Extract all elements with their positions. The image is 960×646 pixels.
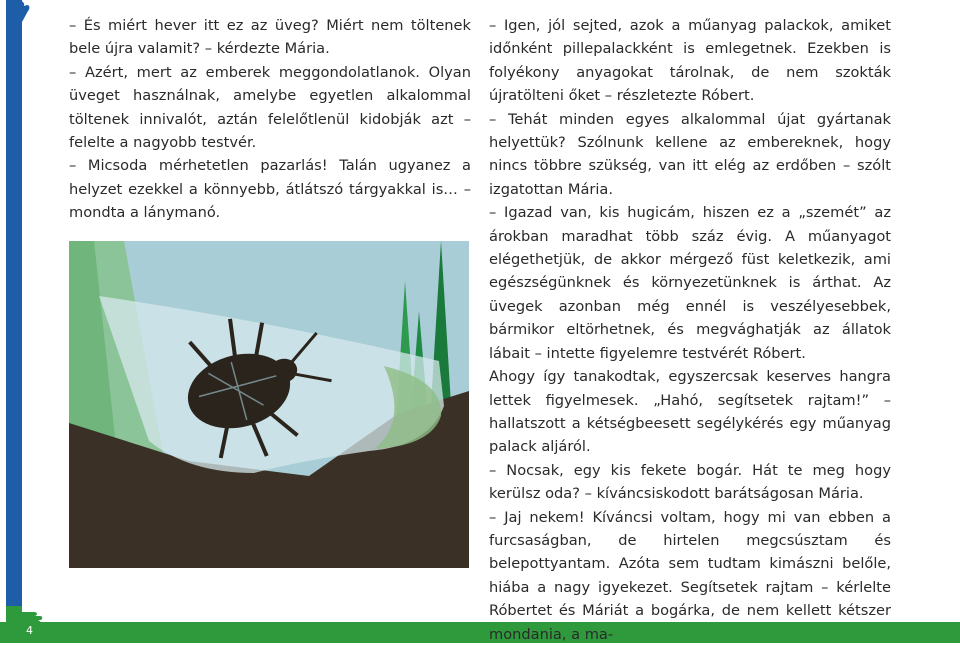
- hand-icon: [0, 0, 36, 36]
- left-margin-bar: [6, 0, 22, 622]
- beetle-illustration: [69, 241, 469, 568]
- paragraph: – És miért hever itt ez az üveg? Miért nem töltenek bele újra valamit? – kérdezte Mária.: [69, 17, 471, 58]
- paragraph: – Nocsak, egy kis fekete bogár. Hát te meg hogy kerülsz oda? – kíváncsiskodott barátságosan Mária.: [489, 461, 891, 503]
- paragraph: – Tehát minden egyes alkalommal újat gyártanak helyettük? Szólnunk kellene az embereknek, hogy nincs többre szükség, van itt elég az erdőben – szólt izgatottan Mária.: [489, 110, 891, 198]
- paragraph: – Azért, mert az emberek meggondolatlanok. Olyan üveget használnak, amelybe egyetlen alkalommal töltenek innivalót, aztán felelőtlenül kidobják azt – felelte a nagyobb testvér.: [69, 63, 471, 152]
- page-number: 4: [26, 624, 33, 637]
- paragraph: – Jaj nekem! Kíváncsi voltam, hogy mi van ebben a furcsaságban, de hirtelen megcsúsztam és belepottyantam. Azóta sem tudtam kimászni belőle, hiába a nagy igyekezet. Segítsetek rajtam – kérlelte Róbertet és Máriát a bogárka, de nem kellett kétszer mondania, a ma-: [489, 508, 891, 643]
- right-text-column: [489, 14, 891, 646]
- left-text-column: [69, 14, 471, 225]
- paragraph: – Igazad van, kis hugicám, hiszen ez a „szemét” az árokban maradhat több száz évig. A műanyagot elégethetjük, de akkor mérgező füst keletkezik, ami egészségünknek és környezetünknek is árthat. Az üvegek azonban még ennél is veszélyesebbek, bármikor eltörhetnek, és megvághatják az állatok lábait – intette figyelemre testvérét Róbert.: [489, 204, 891, 362]
- paragraph: – Igen, jól sejted, azok a műanyag palackok, amiket időnként pillepalackként is emlegetnek. Ezekben is folyékony anyagokat tárolnak, de nem szokták újratölteni őket – részletezte Róbert.: [489, 17, 891, 105]
- paragraph: – Micsoda mérhetetlen pazarlás! Talán ugyanez a helyzet ezekkel a könnyebb, átlátszó tárgyakkal is… – mondta a lánymanó.: [69, 157, 471, 222]
- paragraph: Ahogy így tanakodtak, egyszercsak keserves hangra lettek figyelmesek. „Hahó, segítsetek rajtam!” – hallatszott a kétségbeesett segélykérés egy műanyag palack aljáról.: [489, 368, 891, 456]
